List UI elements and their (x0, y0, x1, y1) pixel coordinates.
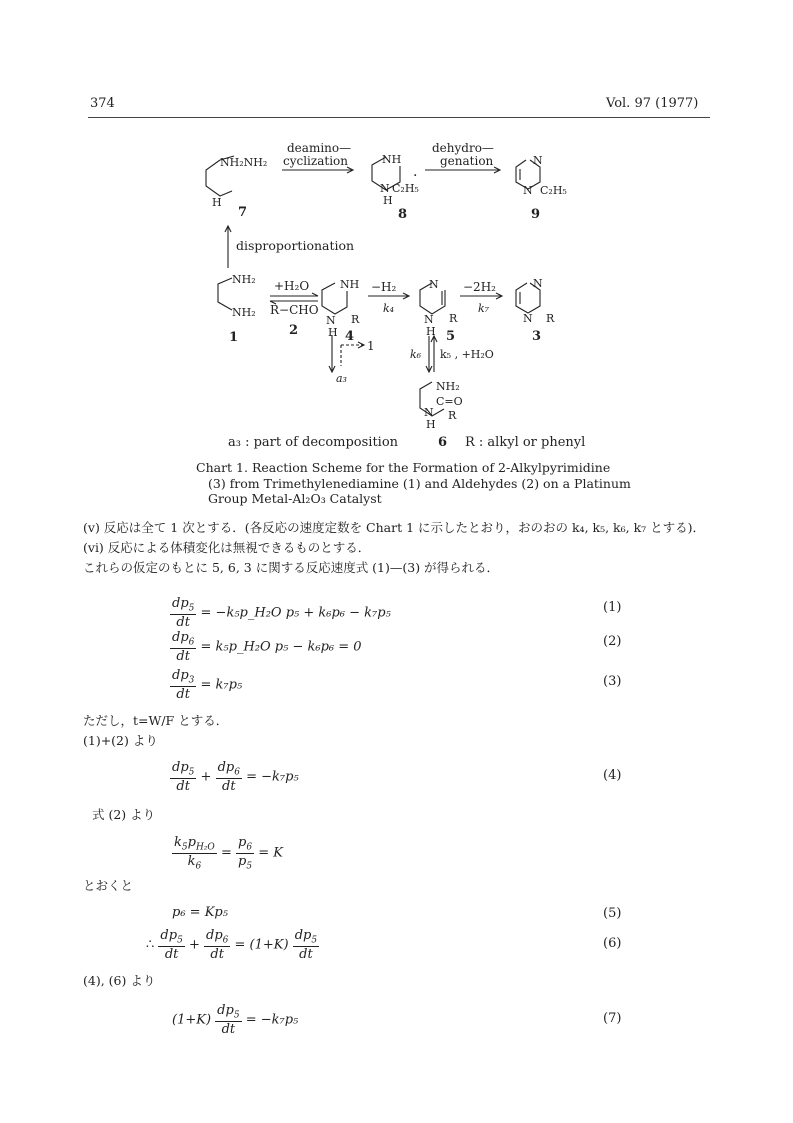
equation-6: ∴ $\frac{dp_5}{dt}$ + $\frac{dp_6}{dt}$ = (1+K) $\frac{dp_5}{dt}$ (146, 928, 318, 962)
eq1-rhs: = −k₅p_H₂O p₅ + k₆p₆ − k₇p₅ (200, 605, 391, 621)
c7-h: H (212, 196, 222, 209)
c4-n: N (326, 314, 336, 327)
k6-label: k₆ (410, 348, 422, 361)
eq-bottom: R−CHO (270, 303, 319, 317)
k7-bottom: k₇ (478, 302, 490, 315)
arrow2-line1: dehydro— (432, 141, 494, 155)
c8-sub: C₂H₅ (392, 182, 419, 195)
equation-2: $\frac{dp_6}{dt}$ = k₅p_H₂O p₅ − k₆p₆ = 0 (172, 630, 362, 664)
to-1-label: 1 (367, 339, 375, 353)
assumption-v: (v) 反応は全て 1 次とする．(各反応の速度定数を Chart 1 に示したとおり，おのおの k₄, k₅, k₆, k₇ とする)． (83, 520, 706, 535)
equation-7: (1+K) $\frac{dp_5}{dt}$ = −k₇p₅ (172, 1003, 299, 1037)
eq6-mid: = (1+K) (234, 937, 289, 953)
k5-label: k₅ , +H₂O (440, 348, 494, 361)
therefore-symbol: ∴ (146, 937, 155, 953)
page-number: 374 (90, 96, 115, 111)
eq3-number: (3) (603, 674, 622, 689)
eqk-rhs: = K (258, 845, 283, 861)
svg-text:.: . (413, 164, 418, 180)
equation-3: $\frac{dp_3}{dt}$ = k₇p₅ (172, 668, 243, 702)
c9-label: 9 (531, 207, 541, 222)
c1-label: 1 (229, 330, 239, 345)
c4-r: R (351, 313, 360, 326)
c8-nh: NH (382, 153, 402, 166)
c6-r: R (448, 409, 457, 422)
c5-nb: N (424, 313, 434, 326)
c5-h: H (426, 325, 436, 338)
c3-r: R (546, 312, 555, 325)
arrow1-line1: deamino— (287, 141, 352, 155)
reaction-scheme (0, 0, 793, 470)
c9-n2: N (523, 184, 533, 197)
t-definition: ただし，t=W/F とする． (83, 713, 229, 728)
eq7-number: (7) (603, 1011, 622, 1026)
journal-volume: Vol. 97 (1977) (606, 96, 699, 111)
toku-text: とおくと (83, 878, 134, 893)
eq-top: +H₂O (274, 279, 310, 293)
eq4-number: (4) (603, 768, 622, 783)
c7-label: 7 (238, 205, 248, 220)
from-eq-4-6: (4), (6) より (83, 973, 156, 988)
c6-n: N (424, 406, 434, 419)
c4-nh: NH (340, 278, 360, 291)
c1-nh2b: NH₂ (232, 306, 256, 319)
eq2-rhs: = k₅p_H₂O p₅ − k₆p₆ = 0 (200, 639, 362, 655)
eq5-number: (5) (603, 906, 622, 921)
c3-n1: N (533, 277, 543, 290)
eq6-number: (6) (603, 936, 622, 951)
equation-1: $\frac{dp_5}{dt}$ = −k₅p_H₂O p₅ + k₆p₆ − k₇p₅ (172, 596, 391, 630)
from-eq-2: 式 (2) より (92, 807, 156, 822)
c8-h: H (383, 194, 393, 207)
c9-n1: N (533, 154, 543, 167)
c4-label: 4 (345, 329, 355, 344)
legend-a3: a₃ : part of decomposition (228, 435, 399, 450)
k4-bottom: k₄ (383, 302, 395, 315)
c5-label: 5 (446, 329, 456, 344)
c6-nh2: NH₂ (436, 380, 460, 393)
c6-co: C=O (436, 395, 463, 408)
eq3-rhs: = k₇p₅ (200, 677, 243, 693)
caption-line-3: Group Metal-Al₂O₃ Catalyst (208, 491, 382, 506)
c5-r: R (449, 312, 458, 325)
caption-line-1: Chart 1. Reaction Scheme for the Formation of 2-Alkylpyrimidine (196, 460, 611, 475)
c8-n: N (380, 182, 390, 195)
assumption-vi: (vi) 反応による体積変化は無視できるものとする． (83, 540, 371, 555)
c1-nh2a: NH₂ (232, 273, 256, 286)
intro-text: これらの仮定のもとに 5, 6, 3 に関する反応速度式 (1)—(3) が得られる． (83, 560, 500, 575)
k4-top: −H₂ (371, 280, 397, 294)
c9-sub: C₂H₅ (540, 184, 567, 197)
equation-4: $\frac{dp_5}{dt}$ + $\frac{dp_6}{dt}$ = −k₇p₅ (172, 760, 299, 794)
eq7-lhs: (1+K) (172, 1012, 212, 1028)
equation-5: p₆ = Kp₅ (172, 905, 228, 920)
k7-top: −2H₂ (463, 280, 496, 294)
legend-6: 6 (438, 435, 448, 450)
c5-n: N (429, 278, 439, 291)
disproportionation-label: disproportionation (236, 238, 355, 253)
c7-nh2nh2: NH₂NH₂ (220, 156, 268, 169)
c3-n2: N (523, 312, 533, 325)
caption-line-2: (3) from Trimethylenediamine (1) and Aldehydes (2) on a Platinum (208, 475, 631, 491)
c2-label: 2 (289, 323, 299, 338)
a3-label: a₃ (336, 372, 347, 385)
from-eq-1-2: (1)+(2) より (83, 733, 158, 748)
c8-label: 8 (398, 207, 408, 222)
eq2-number: (2) (603, 634, 622, 649)
c6-h: H (426, 418, 436, 431)
chart-caption (196, 460, 631, 507)
arrow1-line2: cyclization (283, 154, 348, 168)
equation-k: $\frac{k_5p_{H_2O}}{k_6}$ = $\frac{p_6}{p_5}$ = K (174, 835, 283, 872)
c4-h: H (328, 326, 338, 339)
eq1-number: (1) (603, 600, 622, 615)
arrow2-line2: genation (440, 154, 494, 168)
eq4-rhs: = −k₇p₅ (246, 769, 299, 785)
eq7-rhs: = −k₇p₅ (245, 1012, 299, 1028)
legend-r: R : alkyl or phenyl (465, 435, 586, 450)
c3-label: 3 (532, 329, 542, 344)
